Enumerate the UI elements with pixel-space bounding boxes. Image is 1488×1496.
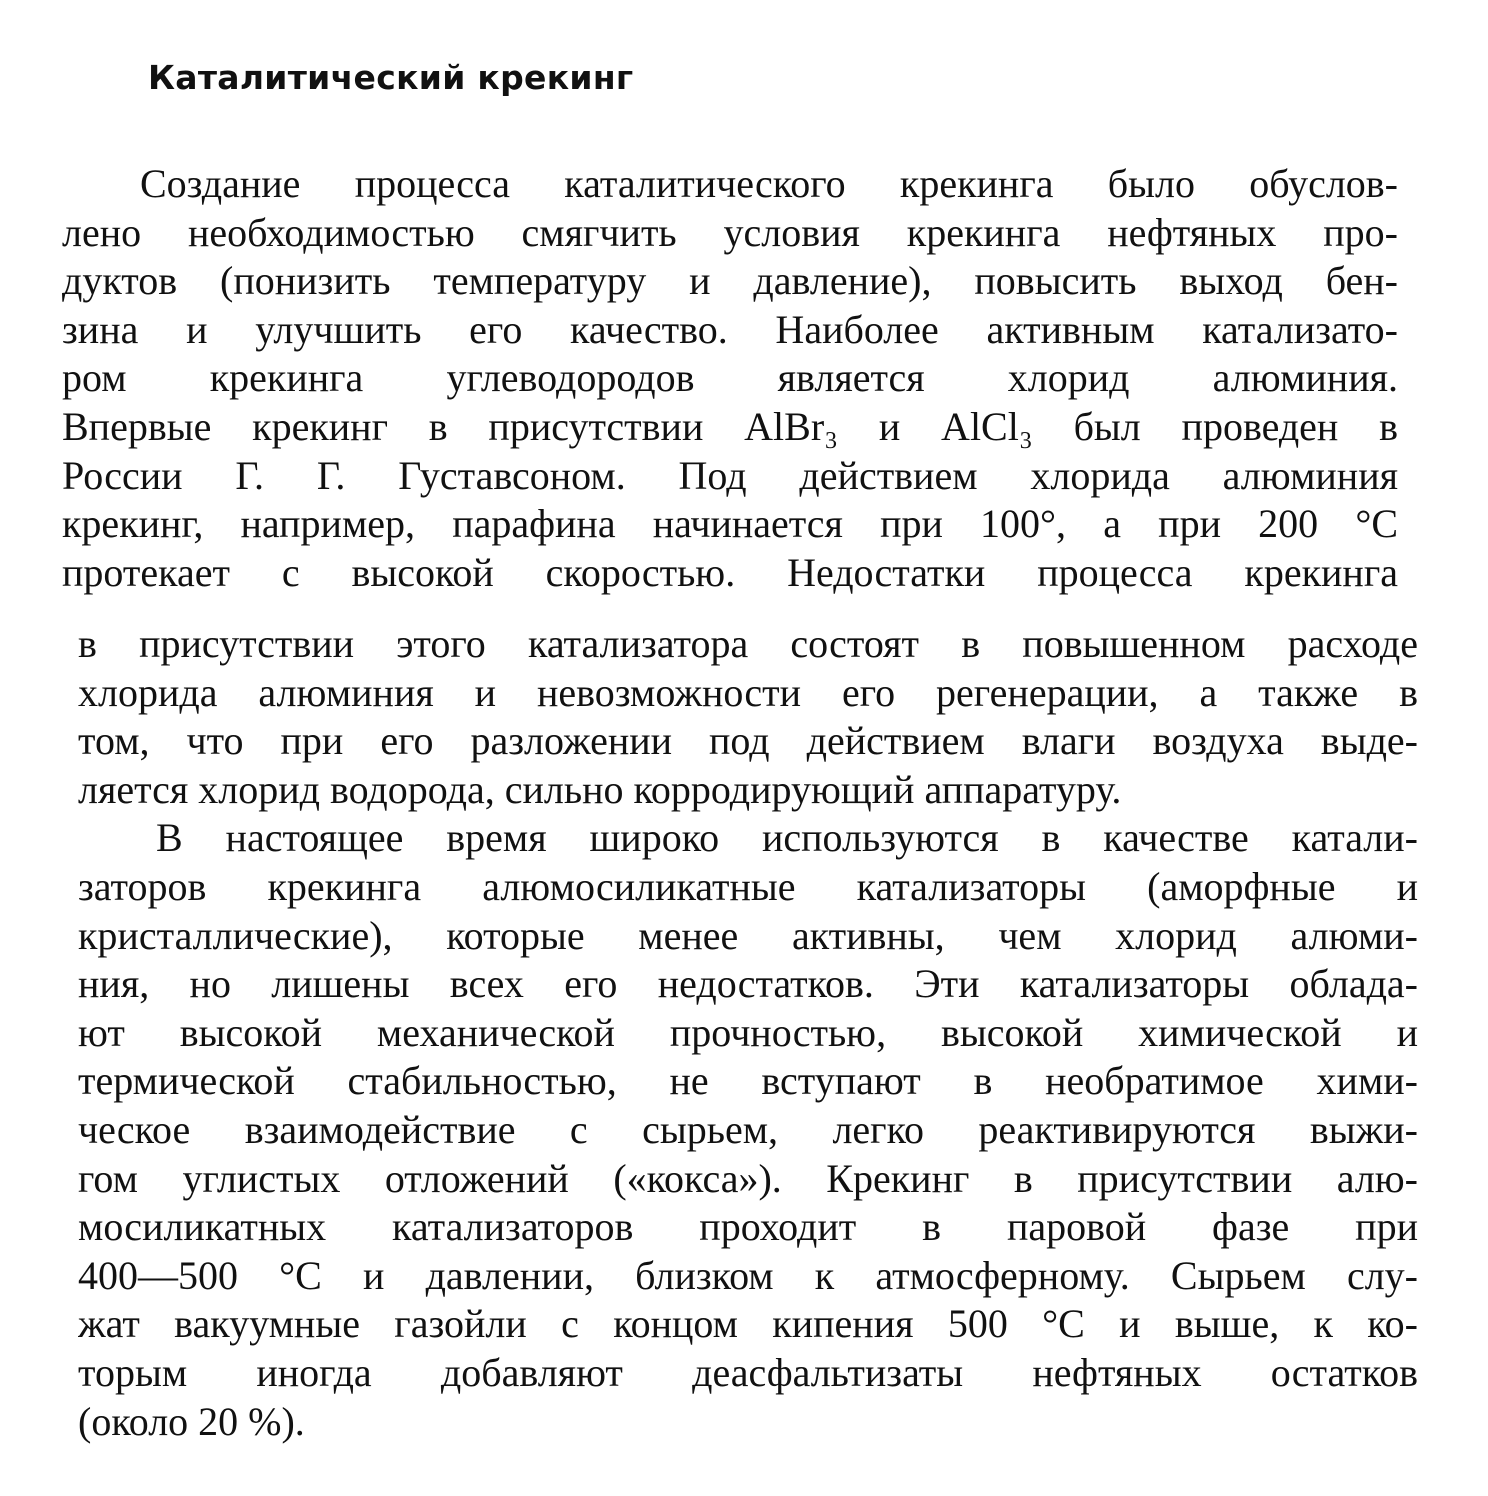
text-line: заторов крекинга алюмосиликатные катализаторы (аморфные и (78, 863, 1418, 909)
text-line: том, что при его разложении под действием влаги воздуха выде- (78, 718, 1418, 764)
text-line: гом углистых отложений («кокса»). Крекинг в присутствии алю- (78, 1155, 1418, 1201)
text-line: 400—500 °С и давлении, близком к атмосферному. Сырьем слу- (78, 1252, 1418, 1298)
text-line: дуктов (понизить температуру и давление), повысить выход бен- (62, 258, 1398, 304)
text-line: хлорида алюминия и невозможности его регенерации, а также в (78, 669, 1418, 715)
paragraph-1-top (62, 160, 1398, 597)
text-line: ром крекинга углеводородов является хлорид алюминия. (62, 355, 1398, 401)
text-line: Создание процесса каталитического крекинга было обуслов- (140, 161, 1398, 206)
text-line: России Г. Г. Густавсоном. Под действием хлорида алюминия (62, 452, 1398, 498)
text-line: лено необходимостью смягчить условия крекинга нефтяных про- (62, 209, 1398, 255)
text-line: крекинг, например, парафина начинается при 100°, а при 200 °С (62, 501, 1398, 547)
paragraph-1-continued-and-paragraph-2 (78, 620, 1418, 1446)
text-line: ют высокой механической прочностью, высокой химической и (78, 1009, 1418, 1055)
text-line: мосиликатных катализаторов проходит в паровой фазе при (78, 1204, 1418, 1250)
section-heading: Каталитический крекинг (148, 58, 634, 97)
text-line: кристаллические), которые менее активны, чем хлорид алюми- (78, 912, 1418, 958)
text-line: торым иногда добавляют деасфальтизаты нефтяных остатков (78, 1349, 1418, 1395)
text-line: зина и улучшить его качество. Наиболее активным катализато- (62, 306, 1398, 352)
text-line: (около 20 %). (78, 1398, 305, 1444)
text-line: протекает с высокой скоростью. Недостатки процесса крекинга (62, 549, 1398, 595)
text-line: термической стабильностью, не вступают в необратимое хими- (78, 1058, 1418, 1104)
text-line: ляется хлорид водорода, сильно корродирующий аппаратуру. (78, 766, 1122, 812)
text-line: ческое взаимодействие с сырьем, легко реактивируются выжи- (78, 1106, 1418, 1152)
text-line: в присутствии этого катализатора состоят в повышенном расходе (78, 621, 1418, 666)
text-line: жат вакуумные газойли с концом кипения 500 °С и выше, к ко- (78, 1301, 1418, 1347)
text-line: В настоящее время широко используются в качестве катали- (156, 815, 1418, 861)
text-line: Впервые крекинг в присутствии AlBr₃ и AlCl₃ был проведен в (62, 403, 1398, 449)
text-line: ния, но лишены всех его недостатков. Эти катализаторы облада- (78, 961, 1418, 1007)
